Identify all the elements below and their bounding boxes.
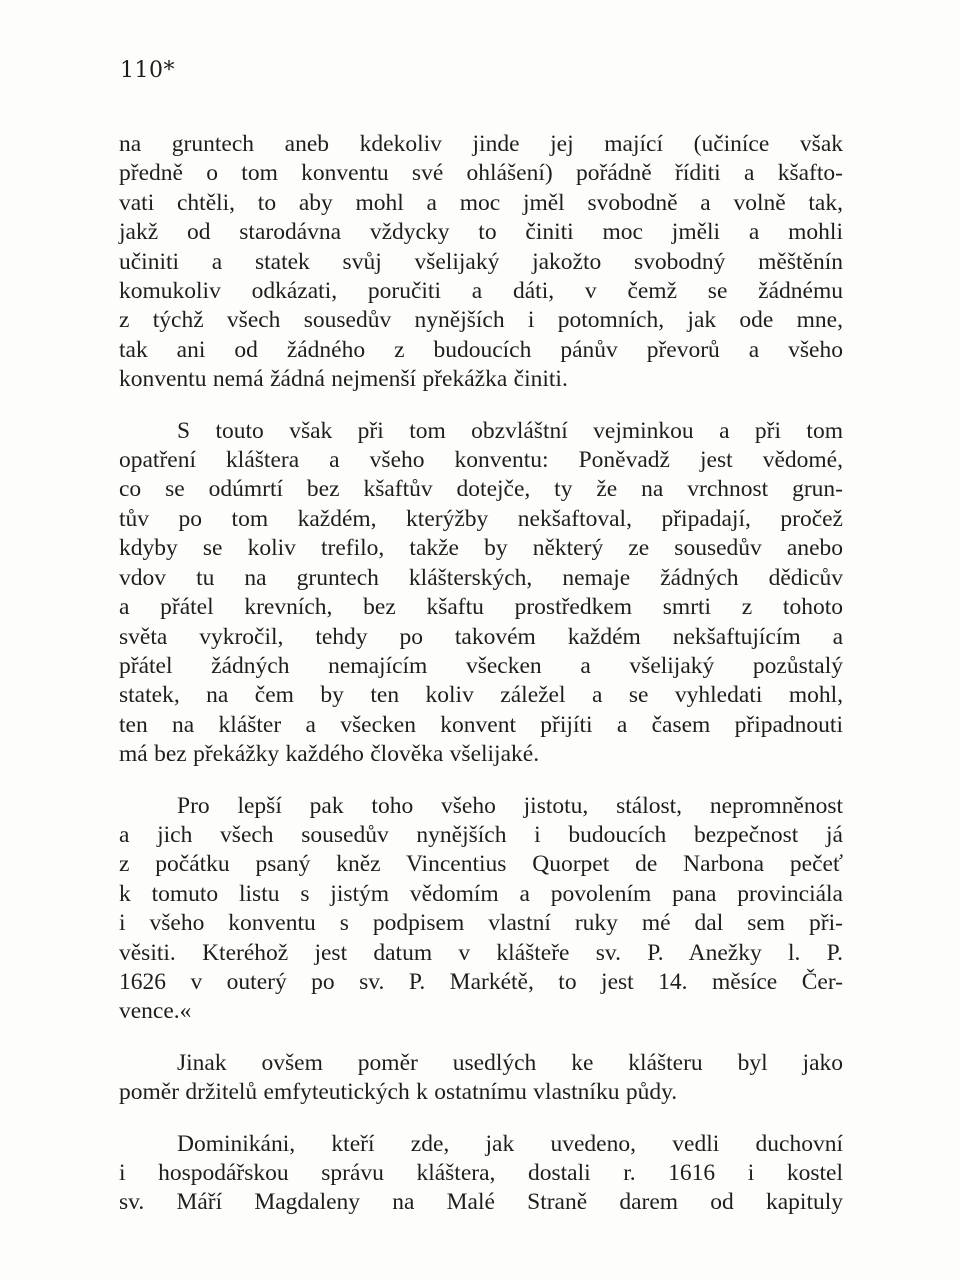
text-line: a přátel krevních, bez kšaftu prostředkem smrti z tohoto — [119, 594, 843, 621]
paragraph-1 — [119, 130, 843, 395]
text-line: vence.« — [119, 998, 192, 1025]
text-line: předně o tom konventu své ohlášení) pořádně říditi a kšafto- — [119, 160, 843, 187]
text-line: S touto však při tom obzvláštní vejminkou a při tom — [177, 417, 843, 444]
text-line: komukoliv odkázati, poručiti a dáti, v čemž se žádnému — [119, 278, 843, 305]
text-line: statek, na čem by ten koliv záležel a se vyhledati mohl, — [119, 682, 843, 709]
text-line: z počátku psaný kněz Vincentius Quorpet de Narbona pečeť — [119, 851, 843, 878]
body-text — [119, 130, 843, 1240]
text-line: kdyby se koliv trefilo, takže by některý ze sousedův anebo — [119, 535, 843, 562]
text-line: přátel žádných nemajícím všecken a všelijaký pozůstalý — [119, 652, 843, 679]
text-line: světa vykročil, tehdy po takovém každém nekšaftujícím a — [119, 623, 843, 650]
text-line: sv. Máří Magdaleny na Malé Straně darem od kapituly — [119, 1189, 843, 1216]
text-line: Dominikáni, kteří zde, jak uvedeno, vedli duchovní — [177, 1130, 843, 1157]
paragraph-2 — [119, 417, 843, 770]
text-line: a jich všech sousedův nynějších i budoucích bezpečnost já — [119, 821, 843, 848]
paragraph-4 — [119, 1049, 843, 1108]
text-line: vati chtěli, to aby mohl a moc jměl svobodně a volně tak, — [119, 189, 843, 216]
text-line: Pro lepší pak toho všeho jistotu, stálost, nepromněnost — [177, 792, 843, 819]
text-line: učiniti a statek svůj všelijaký jakožto svobodný měštěnín — [119, 248, 843, 275]
text-line: i všeho konventu s podpisem vlastní ruky mé dal sem při- — [119, 910, 843, 937]
paragraph-5 — [119, 1130, 843, 1218]
text-line: má bez překážky každého člověka všelijaké. — [119, 741, 540, 768]
text-line: z týchž všech sousedův nynějších i potomních, jak ode mne, — [119, 307, 843, 334]
text-line: na gruntech aneb kdekoliv jinde jej mající (učiníce však — [119, 131, 843, 157]
text-line: opatření kláštera a všeho konventu: Poněvadž jest vědomé, — [119, 447, 843, 474]
text-line: 1626 v outerý po sv. P. Markétě, to jest 14. měsíce Čer- — [119, 968, 843, 995]
text-line: i hospodářskou správu kláštera, dostali r. 1616 i kostel — [119, 1160, 843, 1186]
text-line: věsiti. Kteréhož jest datum v klášteře sv. P. Anežky l. P. — [119, 939, 843, 966]
text-line: poměr držitelů emfyteutických k ostatnímu vlastníku půdy. — [119, 1079, 678, 1106]
text-line: Jinak ovšem poměr usedlých ke klášteru byl jako — [177, 1049, 843, 1076]
page-number: 110* — [120, 58, 175, 83]
text-line: konventu nemá žádná nejmenší překážka činiti. — [119, 366, 568, 393]
paragraph-3 — [119, 792, 843, 1027]
text-line: co se odúmrtí bez kšaftův dotejče, ty že na vrchnost grun- — [119, 476, 843, 503]
text-line: tův po tom každém, kterýžby nekšaftoval, připadají, pročež — [119, 505, 843, 532]
text-line: vdov tu na gruntech klášterských, nemaje žádných dědicův — [119, 564, 843, 591]
text-line: k tomuto listu s jistým vědomím a povolením pana provinciála — [119, 880, 843, 907]
text-line: ten na klášter a všecken konvent přijíti a časem připadnouti — [119, 711, 843, 738]
text-line: jakž od starodávna vždycky to činiti moc jměli a mohli — [119, 219, 843, 246]
text-line: tak ani od žádného z budoucích pánův převorů a všeho — [119, 336, 843, 363]
